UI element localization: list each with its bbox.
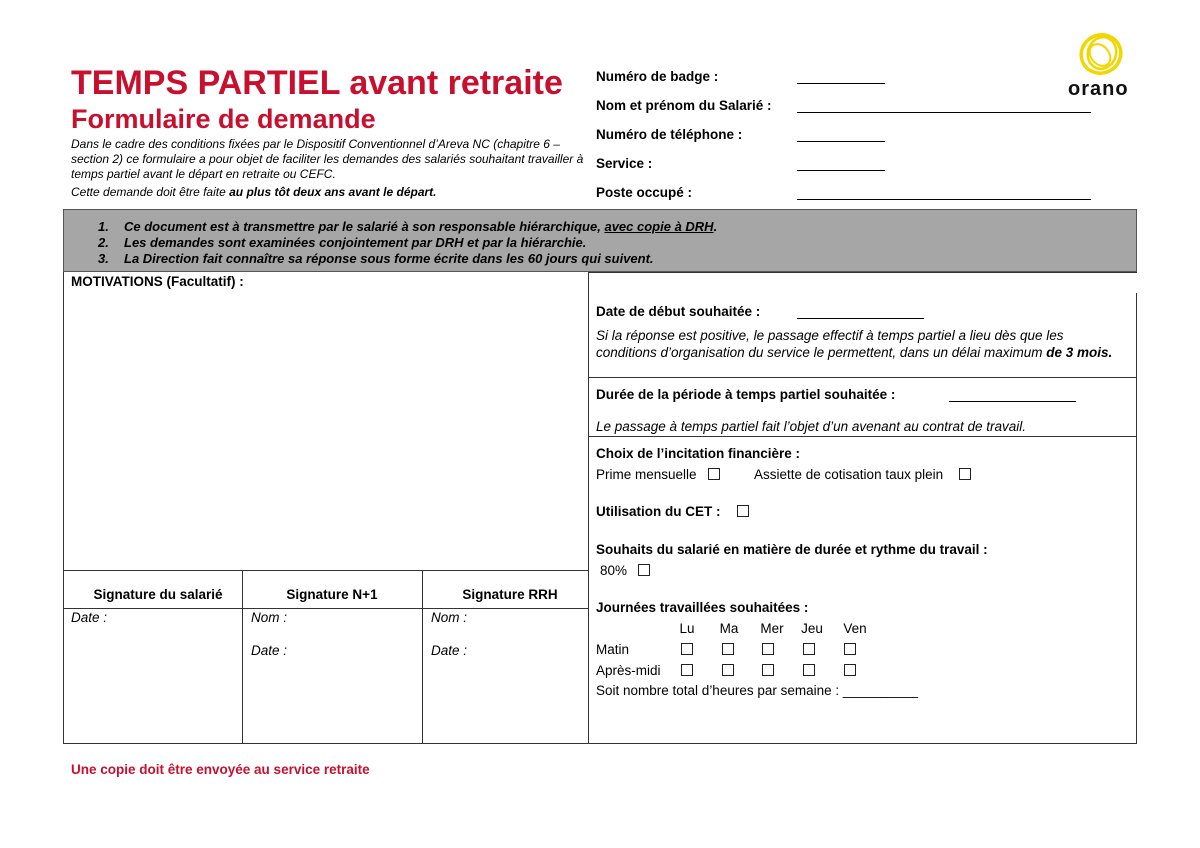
weekly-hours-line[interactable]: Soit nombre total d’heures par semaine : __________	[596, 683, 918, 698]
duration-note: Le passage à temps partiel fait l’objet d’un avenant au contrat de travail.	[596, 419, 1027, 434]
post-field[interactable]	[797, 199, 1091, 200]
instruction-1-underlined: avec copie à DRH	[604, 219, 714, 234]
signature-n1-date[interactable]: Date :	[251, 643, 288, 658]
signature-employee-date[interactable]: Date :	[71, 610, 108, 625]
form-subtitle: Formulaire de demande	[71, 104, 376, 134]
afternoon-wed-checkbox[interactable]	[762, 664, 774, 676]
signature-rrh-title: Signature RRH	[462, 587, 558, 602]
intro-text: Dans le cadre des conditions fixées par le Dispositif Conventionnel d’Areva NC (chapitre 6 – section 2) ce formulaire a pour objet de faciliter les demandes des salariés souhaitant travailler à temps partiel avant le départ en retraite ou CEFC.	[71, 137, 584, 181]
service-label: Service :	[596, 156, 653, 171]
table-border-right	[1136, 293, 1137, 743]
morning-mon-checkbox[interactable]	[681, 643, 693, 655]
instruction-2-text: Les demandes sont examinées conjointement par DRH et par la hiérarchie.	[124, 235, 587, 250]
phone-label: Numéro de téléphone :	[596, 127, 743, 142]
monthly-bonus-label: Prime mensuelle	[596, 467, 697, 482]
monthly-bonus-checkbox[interactable]	[708, 468, 720, 480]
start-date-field[interactable]	[797, 318, 924, 319]
instruction-1-num: 1.	[98, 219, 109, 234]
morning-thu-checkbox[interactable]	[803, 643, 815, 655]
motivations-input-area[interactable]	[66, 292, 584, 566]
instruction-1-text	[124, 219, 717, 234]
eighty-percent-checkbox[interactable]	[638, 564, 650, 576]
deadline-text	[71, 185, 437, 199]
instruction-2-num: 2.	[98, 235, 109, 250]
signature-n1-name[interactable]: Nom :	[251, 610, 288, 625]
orano-logo-icon	[1075, 30, 1127, 78]
instruction-3-num: 3.	[98, 251, 109, 266]
wishes-label: Souhaits du salarié en matière de durée et rythme du travail :	[596, 542, 988, 557]
start-date-label: Date de début souhaitée :	[596, 304, 761, 319]
morning-wed-checkbox[interactable]	[762, 643, 774, 655]
motivations-label: MOTIVATIONS (Facultatif) :	[71, 274, 244, 289]
cet-label: Utilisation du CET :	[596, 504, 721, 519]
service-field[interactable]	[797, 170, 885, 171]
form-title: TEMPS PARTIEL avant retraite	[71, 64, 563, 102]
instruction-3-text: La Direction fait connaître sa réponse sous forme écrite dans les 60 jours qui suivent.	[124, 251, 654, 266]
signature-rrh-name[interactable]: Nom :	[431, 610, 468, 625]
table-border-left	[63, 272, 64, 743]
signature-header-line	[63, 608, 588, 609]
day-wed-label: Mer	[760, 621, 784, 636]
days-label: Journées travaillées souhaitées :	[596, 600, 809, 615]
badge-field[interactable]	[797, 83, 885, 84]
signature-rrh-date[interactable]: Date :	[431, 643, 468, 658]
signature-top-line	[63, 570, 588, 571]
full-rate-base-checkbox[interactable]	[959, 468, 971, 480]
phone-field[interactable]	[797, 141, 885, 142]
morning-label: Matin	[596, 642, 630, 657]
table-border-bottom	[63, 743, 1137, 744]
table-divider-middle	[588, 272, 589, 743]
morning-fri-checkbox[interactable]	[844, 643, 856, 655]
deadline-prefix: Cette demande doit être faite	[71, 185, 230, 199]
day-tue-label: Ma	[719, 621, 739, 636]
footer-note: Une copie doit être envoyée au service retraite	[71, 762, 370, 777]
eighty-percent-label: 80%	[600, 563, 628, 578]
afternoon-tue-checkbox[interactable]	[722, 664, 734, 676]
right-panel-divider-1	[588, 377, 1137, 378]
day-thu-label: Jeu	[801, 621, 823, 636]
post-label: Poste occupé :	[596, 185, 693, 200]
start-date-note	[596, 328, 1116, 361]
logo-text: orano	[1068, 78, 1129, 100]
incentive-label: Choix de l’incitation financière :	[596, 446, 801, 461]
day-fri-label: Ven	[843, 621, 867, 636]
morning-tue-checkbox[interactable]	[722, 643, 734, 655]
day-mon-label: Lu	[679, 621, 695, 636]
signature-employee-title: Signature du salarié	[93, 587, 223, 602]
name-field[interactable]	[797, 112, 1091, 113]
deadline-bold: au plus tôt deux ans avant le départ.	[229, 185, 437, 199]
cet-checkbox[interactable]	[737, 505, 749, 517]
start-date-note-bold: de 3 mois.	[1046, 344, 1113, 360]
instruction-1-end: .	[713, 219, 718, 234]
name-label: Nom et prénom du Salarié :	[596, 98, 772, 113]
afternoon-label: Après-midi	[596, 663, 661, 678]
right-panel-divider-2	[588, 436, 1137, 437]
right-panel-top	[588, 272, 1137, 273]
afternoon-fri-checkbox[interactable]	[844, 664, 856, 676]
instruction-1-body: Ce document est à transmettre par le salarié à son responsable hiérarchique,	[124, 219, 605, 234]
start-date-note-text: Si la réponse est positive, le passage effectif à temps partiel a lieu dès que les conditions d’organisation du service le permettent, dans un délai maximum	[596, 328, 1064, 360]
duration-field[interactable]	[949, 401, 1076, 402]
signature-n1-title: Signature N+1	[286, 587, 378, 602]
afternoon-thu-checkbox[interactable]	[803, 664, 815, 676]
badge-label: Numéro de badge :	[596, 69, 719, 84]
full-rate-base-label: Assiette de cotisation taux plein	[754, 467, 944, 482]
afternoon-mon-checkbox[interactable]	[681, 664, 693, 676]
instructions-band	[63, 209, 1137, 272]
duration-label: Durée de la période à temps partiel souhaitée :	[596, 387, 896, 402]
